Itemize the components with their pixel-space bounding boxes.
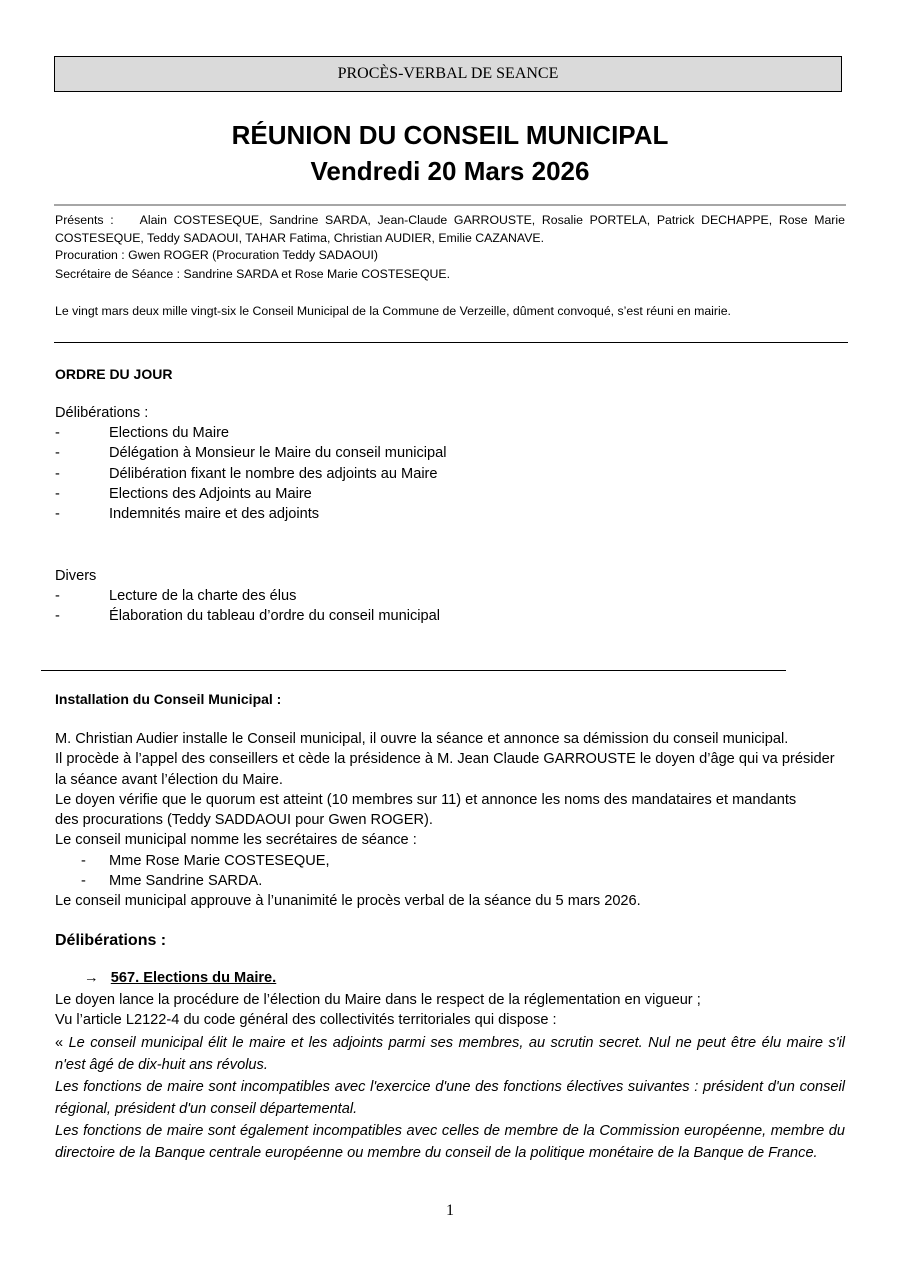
list-item: - Indemnités maire et des adjoints bbox=[55, 506, 320, 523]
divers-list bbox=[55, 586, 440, 627]
intro-text: Le vingt mars deux mille vingt-six le Conseil Municipal de la Commune de Verzeille, dûment convoqué, s’est réuni en mairie. bbox=[55, 304, 731, 318]
item-title-row bbox=[84, 968, 276, 988]
secretaire: Secrétaire de Séance : Sandrine SARDA et Rose Marie COSTESEQUE. bbox=[55, 267, 451, 281]
divers-label: Divers bbox=[55, 568, 97, 584]
ordre-heading: ORDRE DU JOUR bbox=[55, 366, 173, 382]
presents-block bbox=[55, 212, 845, 247]
list-item: - Elections des Adjoints au Maire bbox=[55, 485, 312, 502]
list-item: - Mme Sandrine SARDA. bbox=[81, 873, 263, 890]
quote-block: « Le conseil municipal élit le maire et les adjoints parmi ses membres, au scrutin secret. Nul ne peut être élu maire s'il n'est âgé de dix-huit ans révolus. Les fonctions de maire sont incompatibles avec l'exercice d'une des fonctions électives suivantes : président d'un conseil régional, président d'un conseil départemental. Les fonctions de maire sont également incompatibles avec celles de membre de la Commission européenne, membre du directoire de la Banque centrale européenne ou membre du conseil de la politique monétaire de la Banque de France. bbox=[55, 1035, 846, 1161]
header-box: PROCÈS-VERBAL DE SEANCE bbox=[54, 56, 842, 92]
installation-heading: Installation du Conseil Municipal : bbox=[55, 691, 282, 707]
list-item: - Elections du Maire bbox=[55, 425, 230, 441]
deliberations-label: Délibérations : bbox=[55, 405, 149, 421]
list-item: - Délibération fixant le nombre des adjoints au Maire bbox=[55, 465, 438, 482]
arrow-icon: → bbox=[84, 970, 99, 986]
deliberations-list bbox=[55, 423, 446, 524]
deliberations-heading: Délibérations : bbox=[55, 932, 167, 949]
list-item: - Lecture de la charte des élus bbox=[55, 588, 297, 604]
approval-text: Le conseil municipal approuve à l’unanimité le procès verbal de la séance du 5 mars 2026. bbox=[55, 893, 641, 910]
procuration: Procuration : Gwen ROGER (Procuration Teddy SADAOUI) bbox=[55, 248, 379, 262]
installation-text: M. Christian Audier installe le Conseil municipal, il ouvre la séance et annonce sa démission du conseil municipal. Il procède à l’appel des conseillers et cède la présidence à M. Jean Claude GARROUSTE le doyen d’âge qui va présider la séance avant l’élection du Maire. Le doyen vérifie que le quorum est atteint (10 membres sur 11) et annonce les noms des mandataires et mandants des procurations (Teddy SADDAOUI pour Gwen ROGER). Le conseil municipal nomme les secrétaires de séance : - Mme Rose Marie COSTESEQUE, - Mme Sandrine SARDA. Le conseil municipal approuve à l’unanimité le procès verbal de la séance du 5 mars 2026. bbox=[55, 729, 855, 912]
presents-label: Présents : bbox=[55, 213, 114, 227]
deliberation-text: Le doyen lance la procédure de l’élection du Maire dans le respect de la réglementation en vigueur ; Vu l’article L2122-4 du code général des collectivités territoriales qui dispose : bbox=[55, 992, 701, 1029]
list-item: - Délégation à Monsieur le Maire du conseil municipal bbox=[55, 445, 447, 462]
divider bbox=[54, 342, 848, 343]
list-item: - Élaboration du tableau d’ordre du conseil municipal bbox=[55, 608, 441, 625]
meeting-date: Vendredi 20 Mars 2026 bbox=[310, 156, 590, 186]
page-number: 1 bbox=[446, 1202, 454, 1219]
list-item: - Mme Rose Marie COSTESEQUE, bbox=[81, 852, 330, 869]
item-title: 567. Elections du Maire. bbox=[110, 970, 277, 986]
presents-text: Alain COSTESEQUE, Sandrine SARDA, Jean-Claude GARROUSTE, Rosalie PORTELA, Patrick DECHAPPE, Rose Marie COSTESEQUE, Teddy SADAOUI, TAHAR Fatima, Christian AUDIER, Emilie CAZANAVE. bbox=[55, 213, 845, 245]
page-title: RÉUNION DU CONSEIL MUNICIPAL bbox=[231, 120, 669, 150]
divider bbox=[54, 204, 846, 206]
divider bbox=[41, 670, 786, 671]
